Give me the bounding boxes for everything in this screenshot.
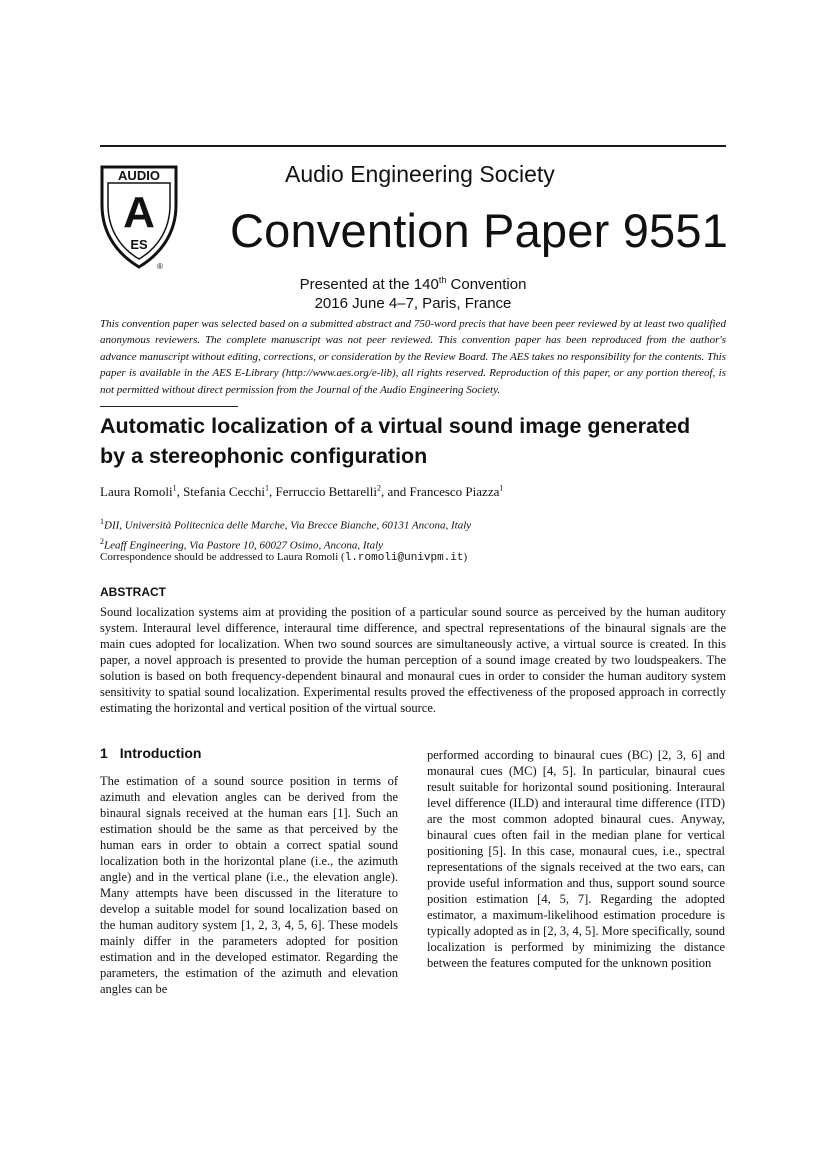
abstract-text: Sound localization systems aim at providing the position of a particular sound source as perceived by the human auditory system. Interaural level difference, interaural time difference, and spectral representations of the binaural signals are the main cues adopted for localization. When two sound sources are simultaneously active, a virtual source is created. In this paper, a novel approach is presented to provide the human perception of a sound image created by two loudspeakers. The solution is based on both frequency-dependent binaural and monaural cues in order to consider the human auditory system sensitivity to spatial sound localization. Experimental results proved the effectiveness of the proposed approach in correctly estimating the horizontal and vertical position of the virtual source. (100, 605, 726, 715)
author: Ferruccio Bettarelli$^2$, and (275, 484, 410, 500)
correspondence-email[interactable]: l.romoli@univpm.it (344, 552, 464, 564)
author: Laura Romoli$^1$, (100, 484, 184, 500)
paper-title: Automatic localization of a virtual sound image generated by a stereophonic configuration (100, 414, 691, 468)
body-column-left: The estimation of a sound source position in terms of azimuth and elevation angles can be derived from the binaural signals received at the human ears [1]. Such an estimation should be the same as that perceived by the human ears in order to obtain a correct spatial sound localization both in the horizontal plane (i.e., the azimuth angle) and in the vertical plane (i.e., the elevation angle). Many attempts have been discussed in the literature to develop a suitable model for sound localization based on the human auditory system [1, 2, 3, 4, 5, 6]. These models mainly differ in the parameters adopted for position estimation and in the developed estimator. Regarding the parameters, the estimation of the azimuth and elevation angles can be (100, 774, 398, 996)
affiliation: $^2$Leaff Engineering, Via Pastore 10, 60027 Osimo, Ancona, Italy (100, 536, 384, 552)
convention-paper-title: Convention Paper 9551 (230, 204, 729, 257)
logo-registered-mark: ® (157, 262, 163, 271)
logo-text-a: A (123, 188, 155, 237)
society-name: Audio Engineering Society (285, 161, 555, 187)
affiliations (100, 514, 471, 553)
author: Francesco Piazza$^1$ (409, 484, 504, 500)
abstract-heading: ABSTRACT (100, 585, 166, 599)
section-heading-introduction: 1 Introduction (100, 745, 202, 761)
logo-text-audio: AUDIO (118, 168, 160, 183)
author-list (100, 484, 503, 500)
notice-underline (100, 406, 238, 407)
presented-line: Presented at the 140th Convention (299, 275, 527, 293)
logo-text-es: ES (130, 237, 148, 252)
affiliation: $^1$DII, Università Politecnica delle Marche, Via Brecce Bianche, 60131 Ancona, Italy (100, 517, 472, 532)
correspondence: Correspondence should be addressed to Laura Romoli (l.romoli@univpm.it) (100, 551, 468, 564)
presented-at (100, 271, 726, 313)
date-location: 2016 June 4–7, Paris, France (314, 295, 512, 312)
review-notice: This convention paper was selected based on a submitted abstract and 750-word precis that have been peer reviewed by at least two qualified anonymous reviewers. The complete manuscript was not peer reviewed. This convention paper has been reproduced from the author's advance manuscript without editing, corrections, or consideration by the Review Board. The AES takes no responsibility for the contents. This paper is available in the AES E-Library (http://www.aes.org/e-lib), all rights reserved. Reproduction of this paper, or any portion thereof, is not permitted without direct permission from the Journal of the Audio Engineering Society. (100, 318, 726, 396)
body-column-right: performed according to binaural cues (BC) [2, 3, 6] and monaural cues (MC) [4, 5]. In particular, binaural cues result suitable for horizontal sound positioning. Interaural level difference (ILD) and interaural time difference (ITD) are the most common adopted binaural cues. Anyway, binaural cues often fail in the median plane for vertical positioning [5]. In this case, monaural cues, i.e., spectral representations of the signals received at the two ears, can provide useful information and thus, support sound source position estimation [4, 5, 7]. Regarding the adopted estimator, a maximum-likelihood estimation procedure is typically adopted as in [2, 3, 4, 5]. More specifically, sound localization is performed by minimizing the distance between the features computed for the unknown position (427, 748, 725, 970)
header-rule (100, 145, 726, 147)
aes-logo-icon (99, 163, 179, 273)
author: Stefania Cecchi$^1$, (183, 484, 276, 500)
